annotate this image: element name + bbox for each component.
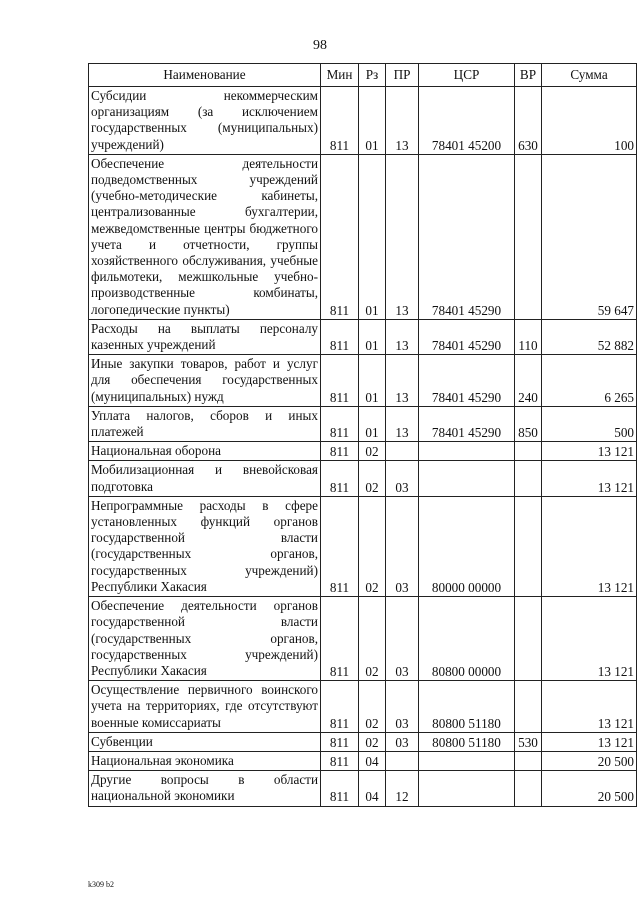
cell-pr: 03	[386, 461, 419, 496]
cell-rz: 02	[359, 442, 386, 461]
cell-vr: 110	[515, 319, 542, 354]
table-row	[89, 154, 637, 319]
cell-vr	[515, 154, 542, 319]
cell-sum: 52 882	[542, 319, 637, 354]
cell-pr: 03	[386, 681, 419, 733]
header-name: Наименование	[89, 64, 321, 87]
cell-min: 811	[321, 319, 359, 354]
cell-csr: 78401 45290	[419, 154, 515, 319]
table-row	[89, 751, 637, 770]
cell-vr	[515, 461, 542, 496]
cell-sum: 13 121	[542, 496, 637, 596]
cell-csr: 80800 51180	[419, 732, 515, 751]
cell-pr: 13	[386, 154, 419, 319]
cell-pr: 13	[386, 87, 419, 155]
cell-name: Обеспечение деятельности подведомственных учреждений (учебно-методические кабинеты, централизованные бухгалтерии, межведомственные центры бюджетного учета и отчетности, группы хозяйственного обслуживания, учебные фильмотеки, межшкольные учебно-производственные комбинаты, логопедические пункты)	[89, 154, 321, 319]
cell-rz: 01	[359, 355, 386, 407]
cell-min: 811	[321, 355, 359, 407]
cell-min: 811	[321, 771, 359, 806]
cell-vr: 530	[515, 732, 542, 751]
cell-rz: 01	[359, 406, 386, 441]
page-number: 98	[313, 38, 327, 53]
cell-vr	[515, 681, 542, 733]
table-row	[89, 442, 637, 461]
cell-sum: 20 500	[542, 751, 637, 770]
cell-pr: 13	[386, 319, 419, 354]
cell-sum: 100	[542, 87, 637, 155]
cell-name: Субсидии некоммерческим организациям (за исключением государственных (муниципальных) учреждений)	[89, 87, 321, 155]
cell-vr: 240	[515, 355, 542, 407]
cell-min: 811	[321, 406, 359, 441]
cell-name: Непрограммные расходы в сфере установленных функций органов государственной власти (государственных органов, государственных учреждений) Республики Хакасия	[89, 496, 321, 596]
header-min: Мин	[321, 64, 359, 87]
cell-pr: 03	[386, 597, 419, 681]
cell-min: 811	[321, 751, 359, 770]
cell-pr: 03	[386, 496, 419, 596]
table-row	[89, 87, 637, 155]
cell-min: 811	[321, 442, 359, 461]
cell-min: 811	[321, 681, 359, 733]
table-row	[89, 732, 637, 751]
table-row	[89, 597, 637, 681]
header-csr: ЦСР	[419, 64, 515, 87]
cell-csr: 80800 00000	[419, 597, 515, 681]
cell-pr	[386, 442, 419, 461]
table-row	[89, 319, 637, 354]
cell-sum: 13 121	[542, 442, 637, 461]
cell-csr	[419, 771, 515, 806]
cell-csr	[419, 461, 515, 496]
cell-min: 811	[321, 732, 359, 751]
table-row	[89, 355, 637, 407]
cell-rz: 02	[359, 496, 386, 596]
header-sum: Сумма	[542, 64, 637, 87]
cell-csr: 78401 45290	[419, 319, 515, 354]
cell-name: Иные закупки товаров, работ и услуг для обеспечения государственных (муниципальных) нужд	[89, 355, 321, 407]
cell-vr	[515, 442, 542, 461]
cell-name: Осуществление первичного воинского учета на территориях, где отсутствуют военные комиссариаты	[89, 681, 321, 733]
cell-min: 811	[321, 461, 359, 496]
budget-table	[88, 63, 637, 807]
header-vr: ВР	[515, 64, 542, 87]
cell-rz: 01	[359, 319, 386, 354]
cell-sum: 6 265	[542, 355, 637, 407]
cell-csr: 78401 45290	[419, 406, 515, 441]
cell-sum: 500	[542, 406, 637, 441]
cell-name: Другие вопросы в области национальной экономики	[89, 771, 321, 806]
cell-rz: 02	[359, 681, 386, 733]
cell-name: Мобилизационная и вневойсковая подготовка	[89, 461, 321, 496]
cell-vr	[515, 771, 542, 806]
header-rz: Рз	[359, 64, 386, 87]
cell-vr: 630	[515, 87, 542, 155]
cell-min: 811	[321, 597, 359, 681]
cell-name: Расходы на выплаты персоналу казенных учреждений	[89, 319, 321, 354]
cell-vr	[515, 597, 542, 681]
cell-min: 811	[321, 154, 359, 319]
cell-pr: 03	[386, 732, 419, 751]
cell-csr	[419, 751, 515, 770]
cell-pr: 13	[386, 355, 419, 407]
cell-sum: 13 121	[542, 461, 637, 496]
cell-vr	[515, 751, 542, 770]
cell-name: Уплата налогов, сборов и иных платежей	[89, 406, 321, 441]
cell-pr: 13	[386, 406, 419, 441]
cell-vr: 850	[515, 406, 542, 441]
footer-code: k309 b2	[88, 880, 114, 889]
header-pr: ПР	[386, 64, 419, 87]
cell-name: Национальная экономика	[89, 751, 321, 770]
cell-csr: 78401 45290	[419, 355, 515, 407]
cell-rz: 04	[359, 751, 386, 770]
table-row	[89, 461, 637, 496]
cell-min: 811	[321, 496, 359, 596]
table-row	[89, 496, 637, 596]
table-header-row	[89, 64, 637, 87]
cell-pr: 12	[386, 771, 419, 806]
cell-sum: 13 121	[542, 681, 637, 733]
cell-min: 811	[321, 87, 359, 155]
cell-rz: 02	[359, 461, 386, 496]
cell-csr: 80000 00000	[419, 496, 515, 596]
cell-rz: 01	[359, 87, 386, 155]
cell-csr	[419, 442, 515, 461]
cell-rz: 01	[359, 154, 386, 319]
cell-csr: 80800 51180	[419, 681, 515, 733]
cell-sum: 20 500	[542, 771, 637, 806]
cell-rz: 02	[359, 597, 386, 681]
cell-rz: 04	[359, 771, 386, 806]
cell-name: Субвенции	[89, 732, 321, 751]
cell-name: Национальная оборона	[89, 442, 321, 461]
cell-sum: 59 647	[542, 154, 637, 319]
table-row	[89, 771, 637, 806]
cell-rz: 02	[359, 732, 386, 751]
cell-sum: 13 121	[542, 597, 637, 681]
cell-vr	[515, 496, 542, 596]
table-row	[89, 406, 637, 441]
cell-pr	[386, 751, 419, 770]
cell-csr: 78401 45200	[419, 87, 515, 155]
cell-name: Обеспечение деятельности органов государственной власти (государственных органов, государственных учреждений) Республики Хакасия	[89, 597, 321, 681]
cell-sum: 13 121	[542, 732, 637, 751]
table-row	[89, 681, 637, 733]
